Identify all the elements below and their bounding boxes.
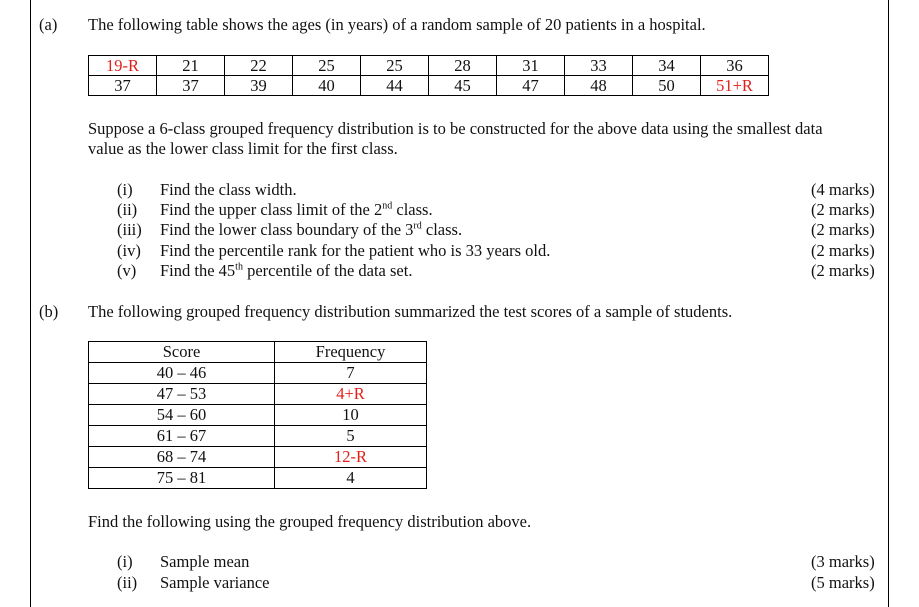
- frequency-table-header: [89, 342, 427, 363]
- part-b-instruction: Find the following using the grouped frequency distribution above.: [88, 512, 532, 531]
- marks-label: (2 marks): [811, 261, 875, 280]
- ages-table-cell: 45: [429, 76, 497, 96]
- question-text: Sample mean: [160, 552, 250, 571]
- question-text-rest: percentile of the data set.: [242, 261, 413, 280]
- frequency-cell: 5: [275, 426, 427, 447]
- ages-table-cell: 33: [565, 56, 633, 76]
- score-cell: 40 – 46: [89, 363, 275, 384]
- score-header: Score: [89, 342, 275, 363]
- ages-table-cell: 40: [293, 76, 361, 96]
- ages-table-cell: 37: [157, 76, 225, 96]
- question-text: [160, 241, 550, 261]
- left-border-line: [30, 0, 31, 607]
- part-b-label: (b): [39, 302, 59, 321]
- score-cell: 61 – 67: [89, 426, 275, 447]
- score-cell: 68 – 74: [89, 447, 275, 468]
- ages-table-row: [89, 56, 769, 76]
- question-number: (iii): [117, 220, 142, 239]
- question-text: [160, 200, 433, 220]
- ordinal-suffix: th: [235, 261, 243, 273]
- score-cell: 75 – 81: [89, 468, 275, 489]
- frequency-table-row: [89, 384, 427, 405]
- ages-table-cell: 36: [701, 56, 769, 76]
- marks-label: (2 marks): [811, 220, 875, 239]
- ages-table-cell: 39: [225, 76, 293, 96]
- question-text: [160, 220, 462, 240]
- frequency-table-row: [89, 426, 427, 447]
- ages-table-cell: 37: [89, 76, 157, 96]
- marks-label: (2 marks): [811, 200, 875, 219]
- part-a-intro: The following table shows the ages (in years) of a random sample of 20 patients in a hospital.: [88, 15, 706, 34]
- frequency-table-row: [89, 363, 427, 384]
- frequency-header: Frequency: [275, 342, 427, 363]
- frequency-table: [88, 341, 427, 489]
- right-border-line: [888, 0, 889, 607]
- ages-table-cell: 31: [497, 56, 565, 76]
- ages-table-cell: 19-R: [89, 56, 157, 76]
- question-text: Sample variance: [160, 573, 270, 592]
- question-text-main: Find the percentile rank for the patient who is 33 years old.: [160, 241, 551, 260]
- part-a-paragraph-line1: Suppose a 6-class grouped frequency distribution is to be constructed for the above data using the smallest data: [88, 119, 823, 138]
- question-text-main: Find the class width.: [160, 180, 297, 199]
- ages-table-cell: 34: [633, 56, 701, 76]
- marks-label: (5 marks): [811, 573, 875, 592]
- ages-table-cell: 22: [225, 56, 293, 76]
- question-text: [160, 180, 297, 200]
- ages-table-cell: 25: [293, 56, 361, 76]
- question-number: (ii): [117, 573, 138, 592]
- question-text-main: Find the 45: [160, 261, 236, 280]
- frequency-cell: 12-R: [275, 447, 427, 468]
- frequency-table-row: [89, 447, 427, 468]
- question-text: [160, 261, 412, 281]
- question-text-main: Find the lower class boundary of the 3: [160, 220, 414, 239]
- ages-table-cell: 51+R: [701, 76, 769, 96]
- question-number: (iv): [117, 241, 141, 260]
- question-number: (i): [117, 180, 133, 199]
- question-number: (i): [117, 552, 133, 571]
- question-text-rest: class.: [392, 200, 433, 219]
- question-text-rest: class.: [421, 220, 463, 239]
- score-cell: 54 – 60: [89, 405, 275, 426]
- frequency-table-row: [89, 405, 427, 426]
- frequency-cell: 4+R: [275, 384, 427, 405]
- ordinal-suffix: rd: [413, 220, 422, 232]
- ages-table-cell: 28: [429, 56, 497, 76]
- ages-table-cell: 47: [497, 76, 565, 96]
- frequency-cell: 7: [275, 363, 427, 384]
- marks-label: (3 marks): [811, 552, 875, 571]
- part-b-intro: The following grouped frequency distribution summarized the test scores of a sample of students.: [88, 302, 733, 321]
- ordinal-suffix: nd: [382, 200, 393, 212]
- frequency-cell: 10: [275, 405, 427, 426]
- ages-table-cell: 50: [633, 76, 701, 96]
- score-cell: 47 – 53: [89, 384, 275, 405]
- part-a-label: (a): [39, 15, 58, 34]
- question-text-main: Find the upper class limit of the 2: [160, 200, 383, 219]
- marks-label: (4 marks): [811, 180, 875, 199]
- question-number: (v): [117, 261, 137, 280]
- ages-table-cell: 44: [361, 76, 429, 96]
- frequency-cell: 4: [275, 468, 427, 489]
- ages-table-cell: 48: [565, 76, 633, 96]
- marks-label: (2 marks): [811, 241, 875, 260]
- ages-table-row: [89, 76, 769, 96]
- ages-table-cell: 21: [157, 56, 225, 76]
- frequency-table-row: [89, 468, 427, 489]
- ages-table-cell: 25: [361, 56, 429, 76]
- part-a-paragraph-line2: value as the lower class limit for the first class.: [88, 139, 398, 158]
- ages-table: [88, 55, 769, 96]
- question-number: (ii): [117, 200, 138, 219]
